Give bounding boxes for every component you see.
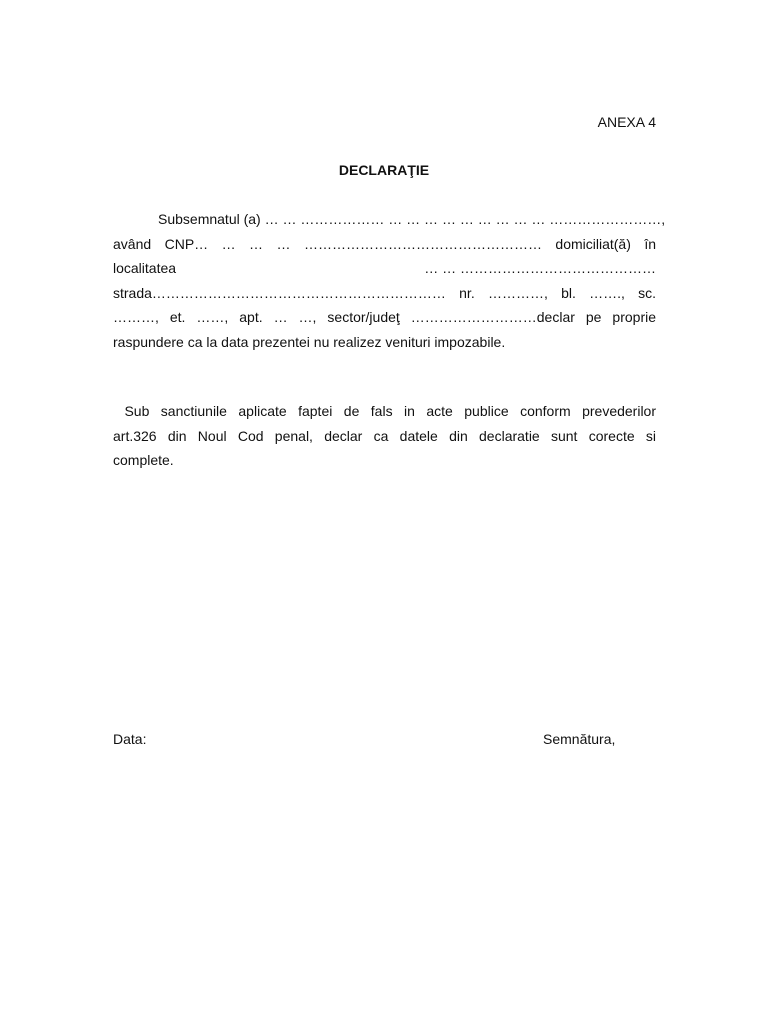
paragraph-line bbox=[113, 399, 656, 424]
paragraph-line-text: localitatea bbox=[113, 260, 177, 277]
paragraph-line: complete. bbox=[113, 452, 174, 469]
paragraph-line: strada……………………………………………………… nr. …………, bl. ……., sc. bbox=[113, 284, 656, 301]
paragraph-line bbox=[113, 256, 656, 281]
annex-label: ANEXA 4 bbox=[597, 114, 656, 130]
signature-label: Semnătura, bbox=[543, 731, 616, 747]
paragraph-line-text: Sub sanctiunile aplicate faptei de fals in acte publice conform prevederilor bbox=[124, 403, 657, 419]
date-label: Data: bbox=[113, 731, 147, 747]
sanctions-paragraph bbox=[113, 399, 656, 473]
paragraph-line: raspundere ca la data prezentei nu realizez venituri impozabile. bbox=[113, 333, 506, 350]
paragraph-line: având CNP… … … … …………………………………………… domiciliat(ă) în bbox=[113, 235, 656, 252]
paragraph-line bbox=[113, 207, 666, 232]
document-title: DECLARAŢIE bbox=[338, 162, 430, 178]
declaration-paragraph bbox=[113, 207, 666, 355]
paragraph-line: art.326 din Noul Cod penal, declar ca datele din declaratie sunt corecte si bbox=[113, 427, 656, 444]
paragraph-line-text: … … …………………………………… bbox=[424, 260, 656, 277]
paragraph-line: ………, et. ……, apt. … …, sector/judeţ ………………………declar pe proprie bbox=[113, 309, 656, 326]
paragraph-line-text: Subsemnatul (a) … … ……………… … … … … … … … … … ……………………, bbox=[158, 211, 666, 227]
